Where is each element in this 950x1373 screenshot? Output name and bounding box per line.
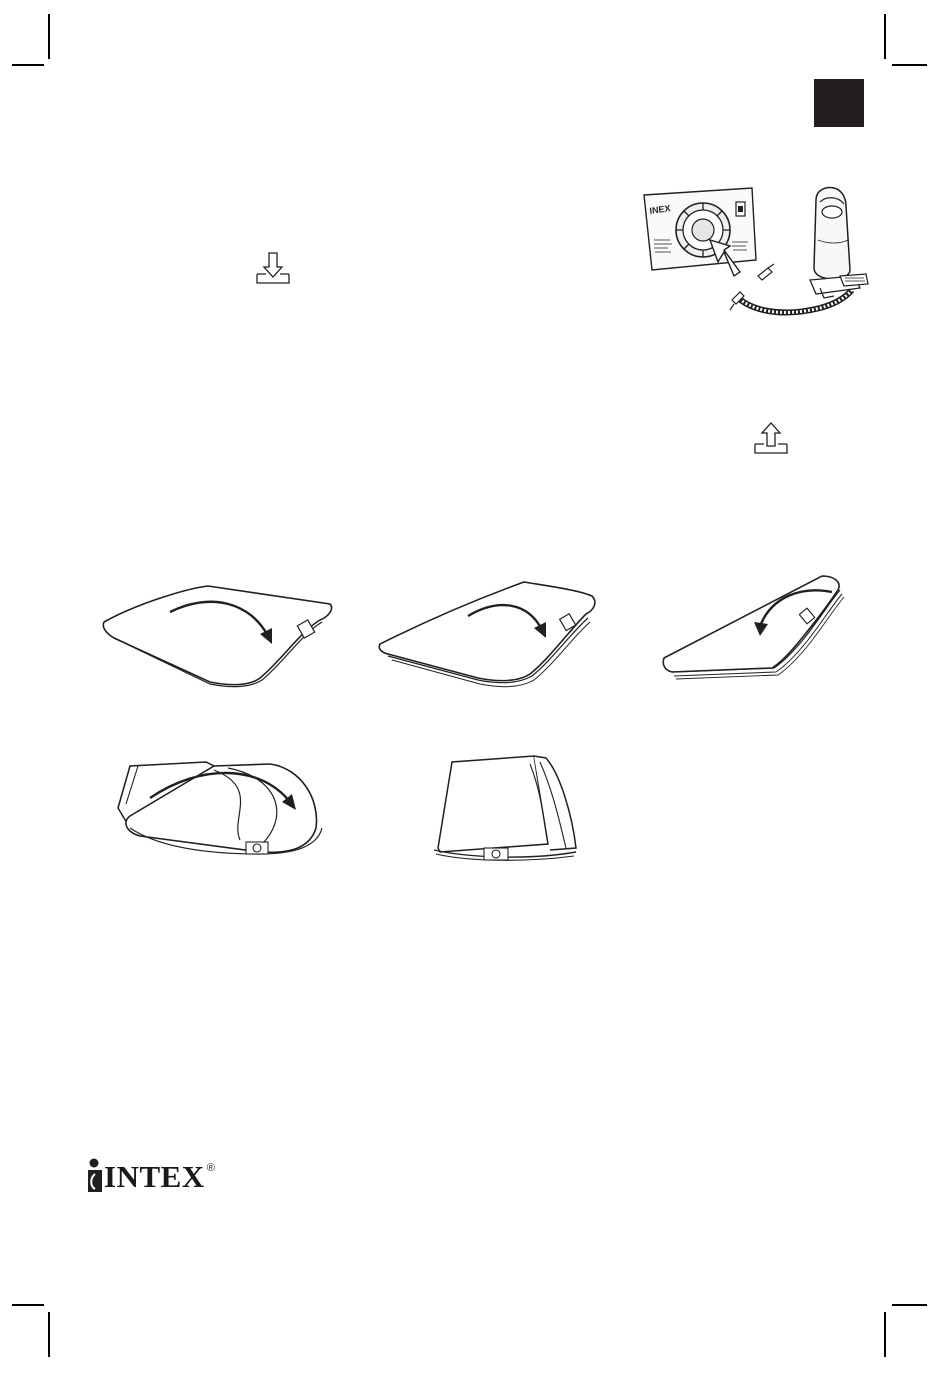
fold-step-5 <box>430 754 580 864</box>
down-arrow-into-slot-icon <box>255 252 291 284</box>
registered-mark: ® <box>206 1162 215 1174</box>
svg-text:INEX: INEX <box>648 203 672 216</box>
crop-mark-top-right-h <box>892 64 927 66</box>
crop-mark-top-left-v <box>48 14 50 59</box>
crop-mark-bottom-right-v <box>884 1312 886 1357</box>
intex-logo <box>86 1152 215 1192</box>
language-tab <box>814 79 864 127</box>
fold-step-4 <box>110 758 335 868</box>
crop-mark-bottom-left-v <box>48 1312 50 1357</box>
crop-mark-bottom-right-h <box>892 1304 927 1306</box>
pump-and-valve-illustration <box>640 180 870 325</box>
fold-step-2 <box>378 580 608 690</box>
intex-logo-mark-icon <box>86 1158 104 1192</box>
fold-step-1 <box>100 582 340 692</box>
crop-mark-top-right-v <box>884 14 886 59</box>
brand-name: INTEX <box>104 1159 205 1194</box>
crop-mark-top-left-h <box>12 64 44 66</box>
fold-step-3 <box>662 572 847 682</box>
crop-mark-bottom-left-h <box>12 1304 44 1306</box>
up-arrow-out-of-slot-icon <box>753 422 789 454</box>
